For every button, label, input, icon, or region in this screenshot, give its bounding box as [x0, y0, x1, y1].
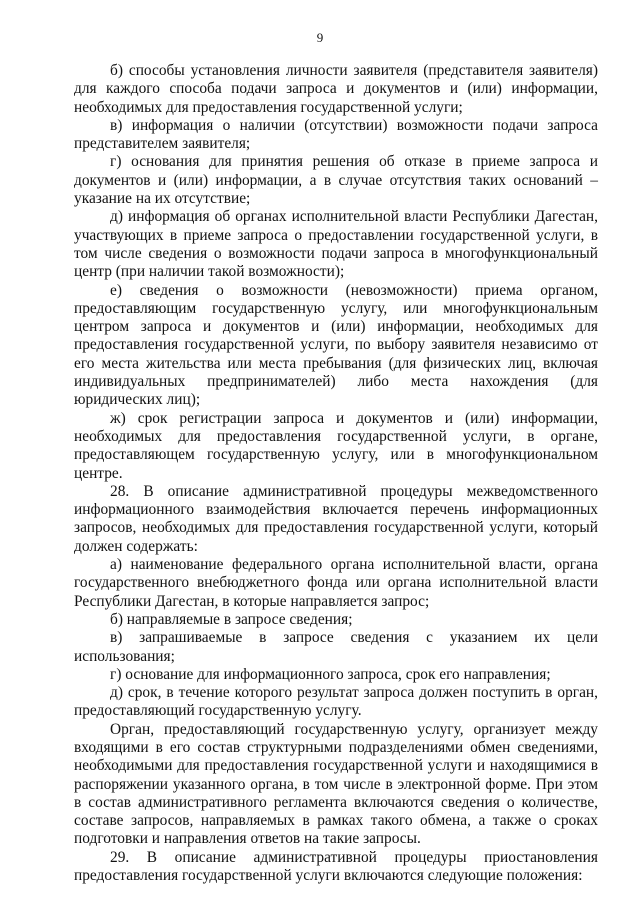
paragraph-d-executive-bodies: д) информация об органах исполнительной власти Республики Дагестан, участвующих в приеме запроса о предоставлении государственной услуги, в том числе сведения о возможности подачи запроса в многофункциональный центр (при наличии такой возможности); [74, 208, 598, 281]
paragraph-v-requested-data: в) запрашиваемые в запросе сведения с указанием их цели использования; [74, 629, 598, 665]
paragraph-zh-registration-term: ж) срок регистрации запроса и документов и (или) информации, необходимых для предоставления государственной услуги, в органе, предоставляющем государственную услугу, или в многофункциональном центре. [74, 409, 598, 482]
paragraph-a-agency-name: а) наименование федерального органа исполнительной власти, органа государственного внебюджетного фонда или органа исполнительной власти Республики Дагестан, в которые направляется запрос; [74, 556, 598, 610]
document-body [74, 62, 598, 885]
paragraph-internal-exchange: Орган, предоставляющий государственную услугу, организует между входящими в его состав структурными подразделениями обмен сведениями, необходимыми для предоставления государственной услуги и находящимися в распоряжении указанного органа, в том числе в электронной форме. При этом в состав административного регламента включаются сведения о количестве, составе запросов, направляемых в рамках такого обмена, а также о сроках подготовки и направления ответов на такие запросы. [74, 720, 598, 848]
paragraph-g-request-basis: г) основание для информационного запроса, срок его направления; [110, 665, 551, 683]
paragraph-v-representative-option: в) информация о наличии (отсутствии) возможности подачи запроса представителем заявителя; [74, 116, 598, 153]
paragraph-e-reception-possibility: е) сведения о возможности (невозможности) приема органом, предоставляющим государственную услугу, или многофункциональным центром запроса и документов и (или) информации, необходимых для предоставления государственной услуги, по выбору заявителя независимо от его места жительства или места пребывания (для физических лиц, включая индивидуальных предпринимателей) либо места нахождения (для юридических лиц); [74, 281, 598, 409]
paragraph-29-suspension: 29. В описание административной процедуры приостановления предоставления государственной услуги включаются следующие положения: [74, 848, 598, 885]
paragraph-b-sent-data: б) направляемые в запросе сведения; [110, 610, 353, 628]
paragraph-g-refusal-grounds: г) основания для принятия решения об отказе в приеме запроса и документов и (или) информации, а в случае отсутствия таких оснований – указание на их отсутствие; [74, 153, 598, 208]
page-number: 9 [316, 30, 324, 45]
paragraph-d-response-term: д) срок, в течение которого результат запроса должен поступить в орган, предоставляющий государственную услугу. [74, 684, 598, 720]
paragraph-28-interagency-interaction: 28. В описание административной процедуры межведомственного информационного взаимодействия включается перечень информационных запросов, необходимых для предоставления государственной услуги, который должен содержать: [74, 482, 598, 555]
paragraph-b-identification-methods: б) способы установления личности заявителя (представителя заявителя) для каждого способа подачи запроса и документов и (или) информации, необходимых для предоставления государственной услуги; [74, 62, 598, 116]
